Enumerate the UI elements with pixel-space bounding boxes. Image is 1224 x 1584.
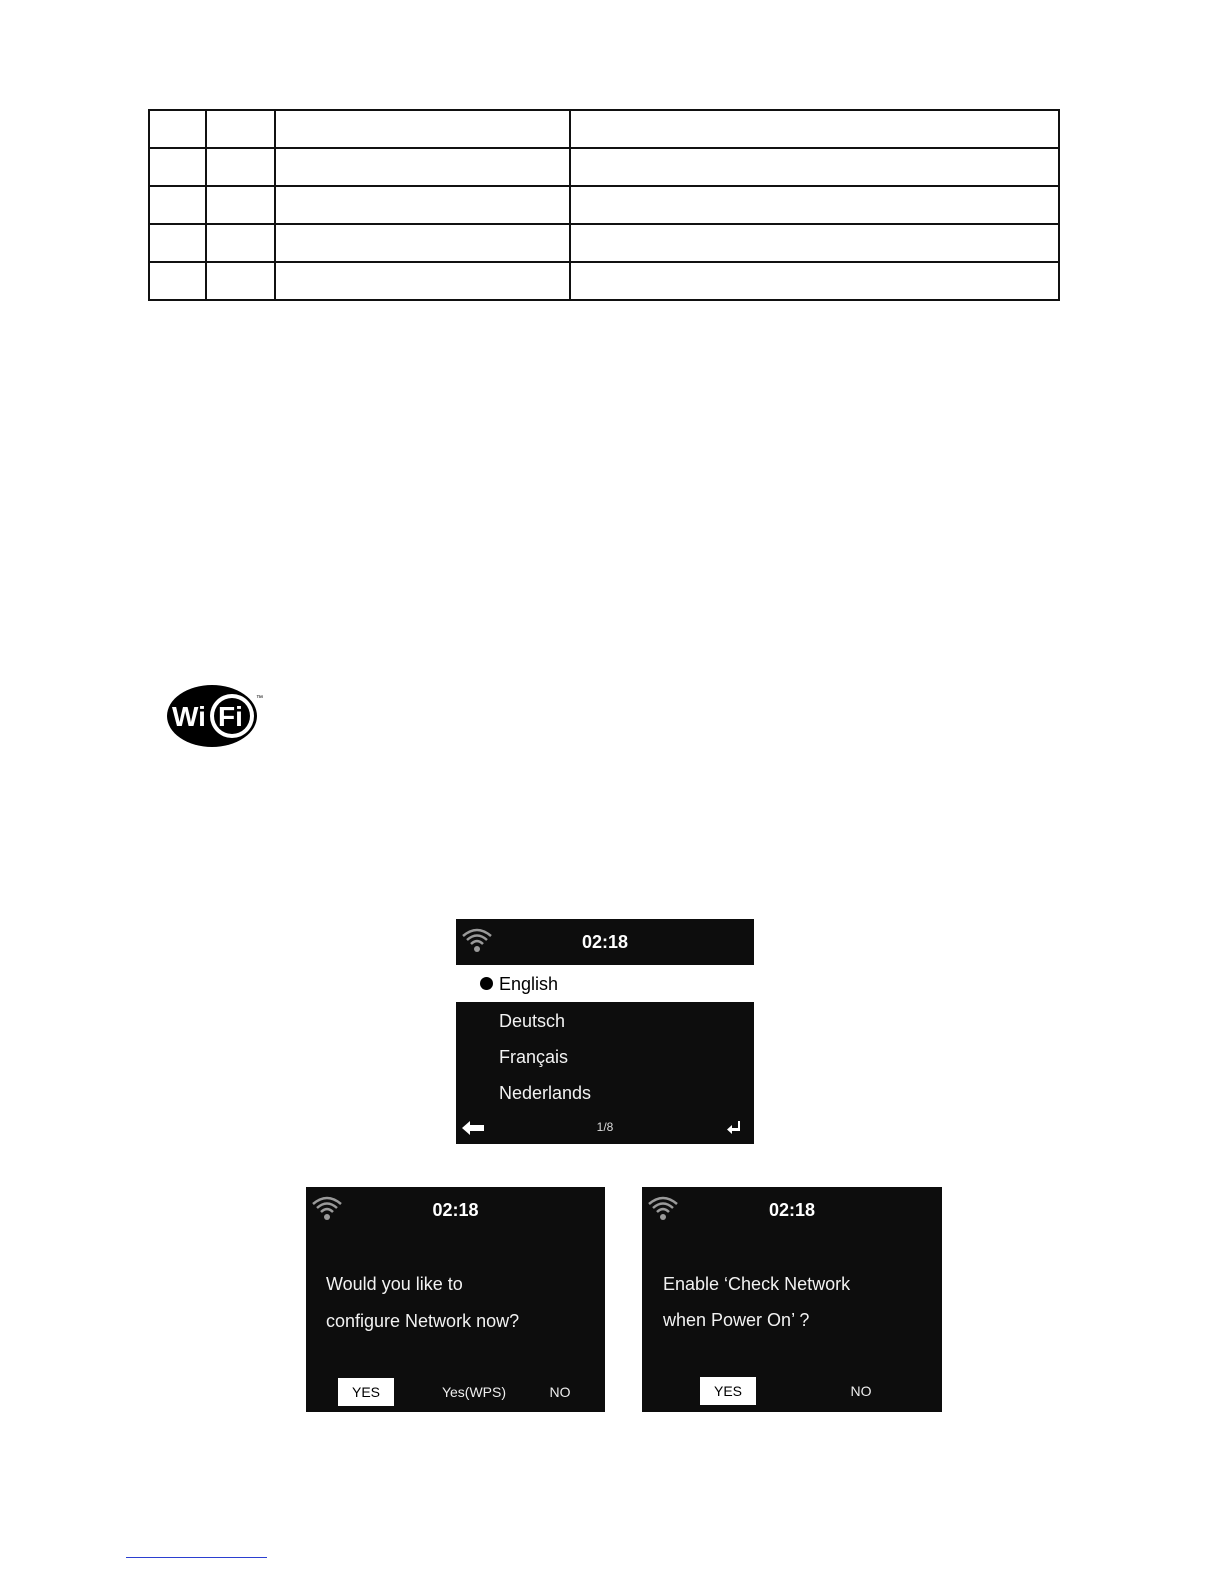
configure-network-screen bbox=[306, 1187, 605, 1412]
clock: 02:18 bbox=[768, 1200, 816, 1220]
no-button[interactable]: NO bbox=[850, 1383, 872, 1399]
table-cell bbox=[206, 186, 275, 224]
table-cell bbox=[206, 148, 275, 186]
yes-button[interactable]: YES bbox=[338, 1378, 394, 1406]
table-cell bbox=[206, 262, 275, 300]
table-cell bbox=[149, 110, 206, 148]
dialog-text-line1: Would you like to bbox=[326, 1274, 463, 1294]
page-indicator: 1/8 bbox=[596, 1120, 614, 1134]
clock: 02:18 bbox=[432, 1200, 479, 1220]
table-row bbox=[149, 224, 1059, 262]
table-row bbox=[149, 186, 1059, 224]
spec-table bbox=[148, 109, 1060, 301]
enter-icon[interactable] bbox=[726, 1120, 742, 1136]
table-cell bbox=[275, 224, 570, 262]
clock: 02:18 bbox=[581, 932, 629, 952]
status-bar bbox=[642, 1187, 942, 1233]
table-cell bbox=[570, 224, 1059, 262]
table-cell bbox=[206, 224, 275, 262]
table-cell bbox=[149, 148, 206, 186]
table-cell bbox=[570, 262, 1059, 300]
table-cell bbox=[275, 186, 570, 224]
footnote-rule bbox=[126, 1557, 267, 1558]
language-list bbox=[456, 1002, 754, 1144]
svg-text:Fi: Fi bbox=[218, 701, 243, 732]
language-screen bbox=[456, 919, 754, 1144]
table-cell bbox=[275, 148, 570, 186]
no-button[interactable]: NO bbox=[549, 1384, 571, 1400]
table-cell bbox=[149, 224, 206, 262]
language-item-deutsch[interactable]: Deutsch bbox=[499, 1011, 566, 1031]
table-row bbox=[149, 148, 1059, 186]
dialog-text-line1: Enable ‘Check Network bbox=[663, 1274, 851, 1294]
yes-wps-button[interactable]: Yes(WPS) bbox=[441, 1384, 507, 1400]
table-cell bbox=[275, 262, 570, 300]
table-cell bbox=[149, 186, 206, 224]
language-item-francais[interactable]: Français bbox=[499, 1047, 569, 1067]
language-item-selected[interactable] bbox=[456, 965, 754, 1002]
selected-bullet-icon bbox=[480, 977, 493, 990]
status-bar bbox=[306, 1187, 605, 1233]
language-label: English bbox=[499, 974, 559, 994]
table-row bbox=[149, 262, 1059, 300]
table-cell bbox=[206, 110, 275, 148]
table-cell bbox=[570, 148, 1059, 186]
wifi-logo-icon bbox=[166, 682, 266, 750]
table-cell bbox=[570, 110, 1059, 148]
svg-text:Wi: Wi bbox=[172, 701, 206, 732]
table-cell bbox=[149, 262, 206, 300]
dialog-text-line2: configure Network now? bbox=[326, 1311, 520, 1331]
table-cell bbox=[275, 110, 570, 148]
check-network-screen bbox=[642, 1187, 942, 1412]
language-item-nederlands[interactable]: Nederlands bbox=[499, 1083, 592, 1103]
status-bar bbox=[456, 919, 754, 965]
svg-text:™: ™ bbox=[256, 695, 263, 702]
dialog-text-line2: when Power On’ ? bbox=[663, 1310, 810, 1330]
table-cell bbox=[570, 186, 1059, 224]
yes-button[interactable]: YES bbox=[700, 1377, 756, 1405]
table-row bbox=[149, 110, 1059, 148]
